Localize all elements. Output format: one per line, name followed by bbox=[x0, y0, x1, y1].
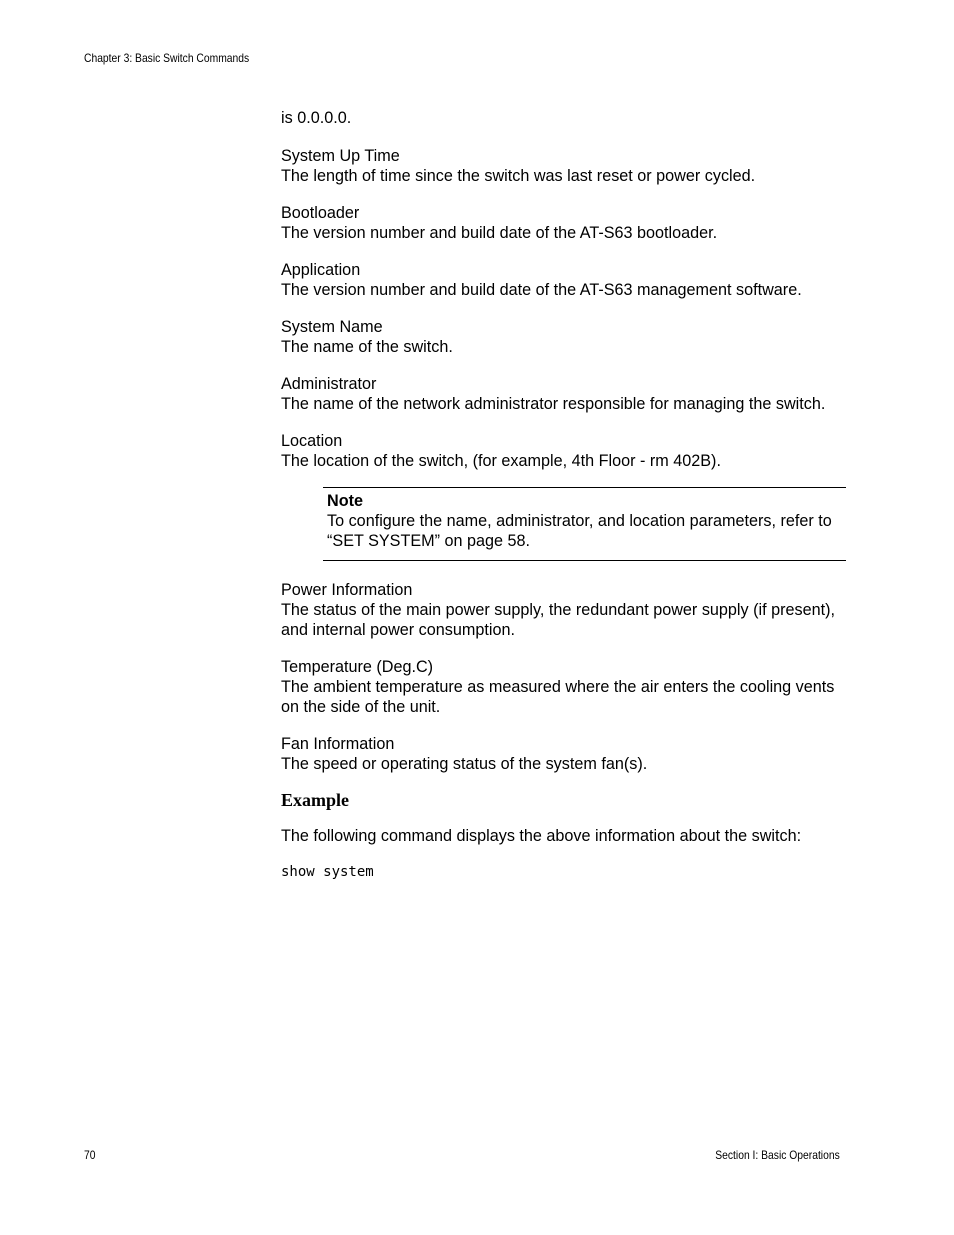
definition-description: The version number and build date of the AT-S63 bootloader. bbox=[281, 224, 718, 242]
definition-entry bbox=[281, 374, 846, 414]
definition-description: The length of time since the switch was last reset or power cycled. bbox=[281, 167, 756, 185]
definition-entry bbox=[281, 734, 846, 774]
definition-term: System Name bbox=[281, 318, 383, 336]
example-heading: Example bbox=[281, 790, 350, 810]
definition-entry bbox=[281, 203, 846, 243]
definition-term: Fan Information bbox=[281, 735, 395, 753]
example-text: The following command displays the above information about the switch: bbox=[281, 827, 802, 845]
running-header: Chapter 3: Basic Switch Commands bbox=[84, 51, 250, 65]
code-sample: show system bbox=[281, 864, 374, 880]
definition-term: Bootloader bbox=[281, 204, 360, 222]
definition-entry bbox=[281, 146, 846, 186]
definition-description: The status of the main power supply, the redundant power supply (if present), and internal power consumption. bbox=[281, 601, 835, 639]
definition-entry bbox=[281, 657, 846, 717]
definition-description: The speed or operating status of the system fan(s). bbox=[281, 755, 648, 773]
main-content bbox=[281, 108, 846, 881]
definition-entry bbox=[281, 431, 846, 471]
definition-description: The ambient temperature as measured where the air enters the cooling vents on the side of the unit. bbox=[281, 678, 835, 716]
note-box bbox=[323, 487, 846, 561]
definition-term: Power Information bbox=[281, 581, 413, 599]
definition-term: Administrator bbox=[281, 375, 377, 393]
definition-term: Application bbox=[281, 261, 361, 279]
note-title: Note bbox=[327, 492, 363, 510]
definition-description: The name of the switch. bbox=[281, 338, 453, 356]
section-title: Section I: Basic Operations bbox=[715, 1148, 840, 1162]
note-text: To configure the name, administrator, and location parameters, refer to “SET SYSTEM” on page 58. bbox=[327, 512, 832, 550]
definition-term: Location bbox=[281, 432, 343, 450]
definition-description: The name of the network administrator responsible for managing the switch. bbox=[281, 395, 826, 413]
page-number: 70 bbox=[84, 1148, 96, 1162]
definition-term: System Up Time bbox=[281, 147, 400, 165]
definition-term: Temperature (Deg.C) bbox=[281, 658, 434, 676]
definition-entry bbox=[281, 317, 846, 357]
definition-description: The location of the switch, (for example, 4th Floor - rm 402B). bbox=[281, 452, 721, 470]
definition-entry bbox=[281, 260, 846, 300]
definition-description: The version number and build date of the AT-S63 management software. bbox=[281, 281, 802, 299]
lead-text: is 0.0.0.0. bbox=[281, 109, 352, 127]
definition-entry bbox=[281, 580, 846, 640]
